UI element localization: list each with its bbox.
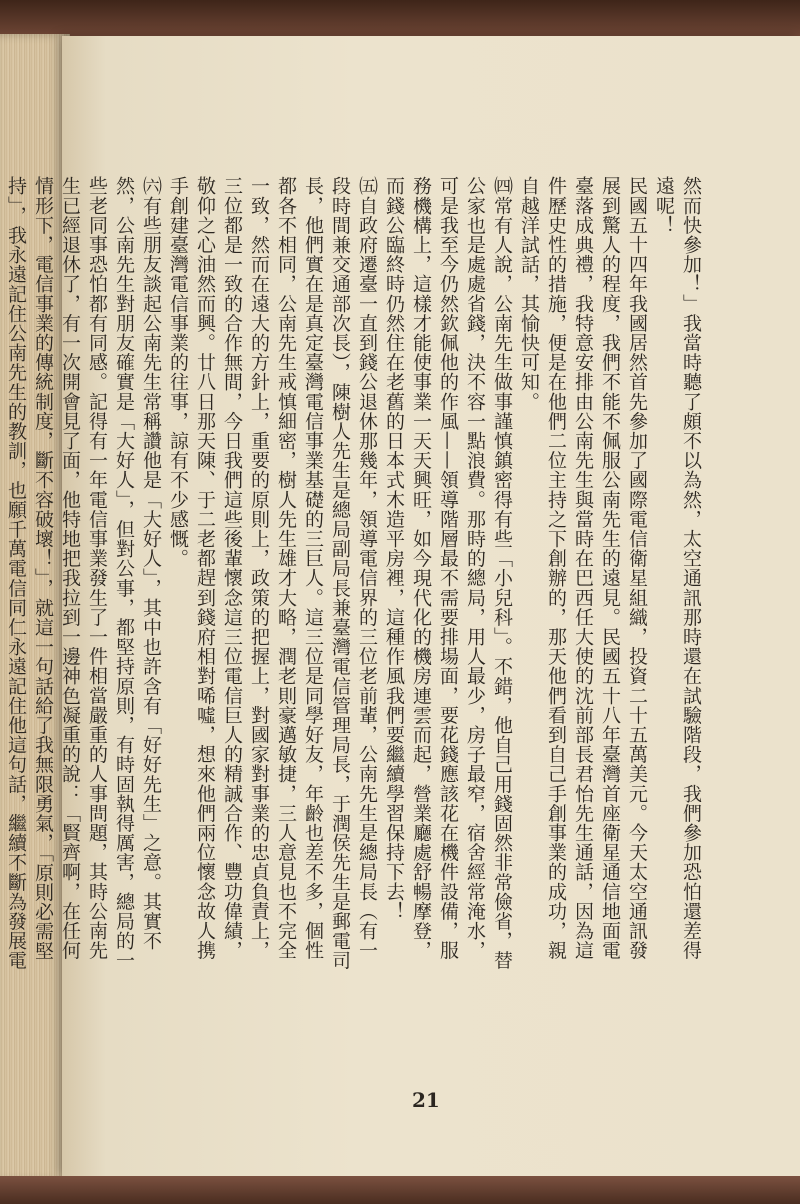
paragraph-3: ㈣常有人說，公南先生做事謹慎鎮密得有些「小兒科」。不錯，他自己用錢固然非常儉省，替公家也是處處省錢，決不容一點浪費。那時的總局，用人最少，房子最窄，宿舍經常淹水，可是我至今仍然欽佩他的作風——領導階層最不需要排場面，要花錢應該花在機件設備，服務機構上，這樣才能使事業一天天興旺，如今現代化的機房連雲而起，營業廳處舒暢摩登，而錢公臨終時仍然住在老舊的日本式木造平房裡，這種作風我們要繼續學習保持下去！ (383, 176, 513, 971)
paragraph-2: 民國五十四年我國居然首先參加了國際電信衛星組織，投資二十五萬美元。今天太空通訊發展到驚人的程度，我們不能不佩服公南先生的遠見。民國五十八年臺灣首座衛星通信地面電臺落成典禮，我特意安排由公南先生與當時在巴西任大使的沈前部長君怡先生通話，因為這件歷史性的措施，便是在他們二位主持之下創辦的，那天他們看到自己手創事業的成功，親自越洋試話，其愉快可知。 (518, 176, 648, 960)
book-cover-bottom (0, 1176, 800, 1204)
paragraph-1: 然而快參加！」我當時聽了頗不以為然，太空通訊那時還在試驗階段，我們參加恐怕還差得遠呢！ (653, 176, 702, 960)
body-text (5, 176, 704, 976)
paragraph-4: ㈤自政府遷臺一直到錢公退休那幾年，領導電信界的三位老前輩，公南先生是總局長（有一段時間兼交通部次長），陳樹人先生是總局副局長兼臺灣電信管理局長，于潤侯先生是郵電司長，他們實在是真定臺灣電信事業基礎的三巨人。這三位是同學好友，年齡也差不多，個性都各不相同，公南先生戒慎細密，樹人先生雄才大略，潤老則豪邁敏捷，三人意見也不完全一致，然而在遠大的方針上，重要的原則上，政策的把握上，對國家對事業的忠貞負責上，三位都是一致的合作無間，今日我們這些後輩懷念這三位電信巨人的精誠合作、豐功偉績，敬仰之心油然而興。廿八日那天陳、于二老都趕到錢府相對唏噓，想來他們兩位懷念故人携手創建臺灣電信事業的往事，諒有不少感慨。 (167, 176, 378, 971)
page-number: 21 (412, 1088, 440, 1112)
paragraph-5: ㈥有些朋友談起公南先生常稱讚他是「大好人」，其中也許含有「好好先生」之意。其實不然，公南先生對朋友確實是「大好人」，但對公事，都堅持原則，有時固執得厲害，總局的一些老同事恐怕都有同感。記得有一年電信事業發生了一件相當嚴重的人事問題，其時公南先生已經退休了，有一次開會見了面，他特地把我拉到一邊神色凝重的說：「賢齊啊，在任何情形下，電信事業的傳統制度，斷不容破壞！」，就這一句話給了我無限勇氣，「原則必需堅持」，我永遠記住公南先生的教訓，也願千萬電信同仁永遠記住他這句話，繼續不斷為發展電 (5, 176, 162, 971)
